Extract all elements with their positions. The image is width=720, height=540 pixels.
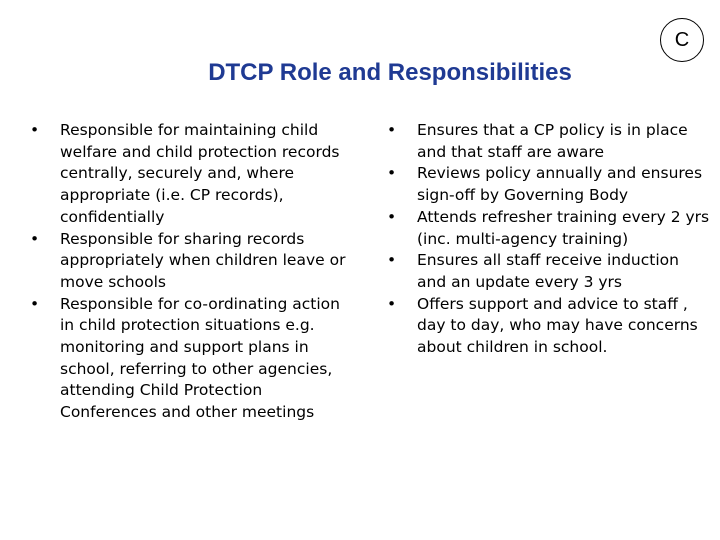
- bullet-text: Responsible for sharing records appropriately when children leave or move schools: [60, 229, 346, 291]
- slide-title: DTCP Role and Responsibilities: [208, 59, 572, 86]
- bullet-dot: •: [387, 164, 397, 183]
- bullet-text: Attends refresher training every 2 yrs (inc. multi-agency training): [417, 207, 710, 248]
- bullet-item: [385, 250, 710, 293]
- bullet-dot: •: [30, 229, 40, 248]
- bullet-text: Reviews policy annually and ensures sign-off by Governing Body: [417, 164, 703, 205]
- bullet-dot: •: [30, 294, 40, 313]
- bullet-dot: •: [387, 207, 397, 226]
- bullet-item: [28, 294, 358, 424]
- bullet-text: Responsible for co-ordinating action in child protection situations e.g. monitoring and support plans in school, referring to other agencies, attending Child Protection Conferences and other meetings: [60, 294, 340, 422]
- bullet-item: [385, 207, 710, 250]
- bullet-item: [385, 294, 710, 359]
- bullet-item: [385, 120, 710, 163]
- right-bullet-list: [385, 120, 710, 359]
- bullet-item: [28, 229, 358, 294]
- bullet-dot: •: [387, 294, 397, 313]
- bullet-text: Ensures that a CP policy is in place and that staff are aware: [417, 121, 688, 161]
- bullet-dot: •: [387, 251, 397, 270]
- bullet-text: Responsible for maintaining child welfare and child protection records centrally, securely and, where appropriate (i.e. CP records), confidentially: [60, 121, 340, 226]
- slide-label-badge: [660, 18, 704, 62]
- slide-label-text: C: [674, 28, 690, 51]
- bullet-dot: •: [30, 121, 40, 139]
- bullet-text: Offers support and advice to staff , day to day, who may have concerns about children in school.: [417, 294, 698, 357]
- bullet-dot: •: [387, 121, 397, 139]
- bullet-item: [385, 163, 710, 206]
- left-bullet-list: [28, 120, 358, 424]
- bullet-text: Ensures all staff receive induction and an update every 3 yrs: [417, 251, 679, 291]
- bullet-item: [28, 120, 358, 229]
